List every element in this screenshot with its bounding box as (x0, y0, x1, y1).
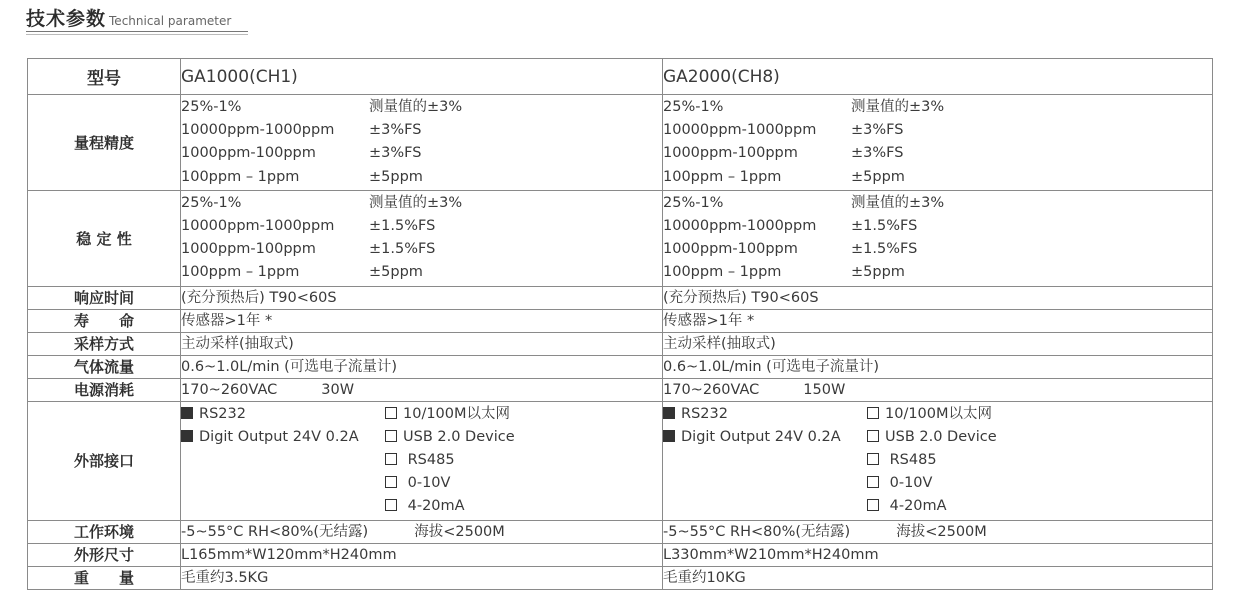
model-name: GA2000(CH8) (663, 59, 1213, 95)
accuracy-value: ±1.5%FS (369, 218, 436, 235)
interface-option (181, 426, 385, 449)
accuracy-value: ±5ppm (369, 168, 423, 185)
interface-label: 10/100M以太网 (403, 405, 511, 422)
interface-cell (663, 401, 1213, 520)
accuracy-value: ±1.5%FS (369, 241, 436, 258)
weight-value: 毛重约10KG (663, 566, 1213, 589)
label-response: 响应时间 (28, 286, 181, 309)
range-label: 1000ppm-100ppm (663, 241, 798, 258)
accuracy-value: ±5ppm (851, 264, 905, 281)
range-cell (181, 95, 663, 191)
checked-box-icon (181, 407, 193, 419)
accuracy-value: ±3%FS (369, 145, 422, 162)
dimensions-value: L330mm*W210mm*H240mm (663, 543, 1213, 566)
header-underline (26, 31, 248, 32)
row-interface (28, 401, 1213, 520)
power-cell (663, 378, 1213, 401)
interface-option (385, 426, 662, 449)
unchecked-box-icon (867, 430, 879, 442)
interface-label: RS485 (885, 452, 937, 469)
range-label: 100ppm – 1ppm (181, 168, 300, 185)
range-label: 10000ppm-1000ppm (663, 122, 817, 139)
interface-label: Digit Output 24V 0.2A (199, 428, 359, 445)
row-dimensions (28, 543, 1213, 566)
label-sampling: 采样方式 (28, 332, 181, 355)
range-label: 1000ppm-100ppm (663, 145, 798, 162)
unchecked-box-icon (385, 499, 397, 511)
unchecked-box-icon (867, 407, 879, 419)
label-power: 电源消耗 (28, 378, 181, 401)
interface-label: 4-20mA (885, 498, 947, 515)
flow-value: 0.6~1.0L/min (可选电子流量计) (181, 355, 663, 378)
range-label: 25%-1% (663, 99, 724, 115)
row-flow (28, 355, 1213, 378)
section-subtitle: Technical parameter (109, 14, 232, 28)
interface-cell (181, 401, 663, 520)
interface-option (663, 426, 867, 449)
env-altitude: 海拔<2500M (414, 523, 505, 540)
range-label: 10000ppm-1000ppm (181, 122, 335, 139)
power-watts: 30W (321, 381, 355, 398)
accuracy-value: ±1.5%FS (851, 241, 918, 258)
unchecked-box-icon (385, 407, 397, 419)
unchecked-box-icon (385, 453, 397, 465)
row-stability (28, 190, 1213, 286)
interface-label: RS485 (403, 452, 455, 469)
spec-table (27, 58, 1213, 590)
power-voltage: 170~260VAC (181, 381, 278, 398)
power-watts: 150W (803, 381, 846, 398)
interface-label: 0-10V (403, 475, 451, 492)
section-title: 技术参数 (26, 8, 107, 30)
row-environment (28, 520, 1213, 543)
interface-option (663, 472, 867, 495)
range-label: 10000ppm-1000ppm (181, 218, 335, 235)
unchecked-box-icon (385, 430, 397, 442)
range-label: 100ppm – 1ppm (663, 264, 782, 281)
life-value: 传感器>1年 * (181, 309, 663, 332)
env-temp: -5~55°C RH<80%(无结露) (181, 523, 369, 540)
row-response (28, 286, 1213, 309)
row-power (28, 378, 1213, 401)
label-range: 量程精度 (28, 95, 181, 191)
life-value: 传感器>1年 * (663, 309, 1213, 332)
environment-cell (663, 520, 1213, 543)
label-environment: 工作环境 (28, 520, 181, 543)
interface-option (867, 449, 1212, 472)
accuracy-value: 测量值的±3% (369, 99, 463, 115)
interface-option (867, 426, 1212, 449)
checked-box-icon (663, 430, 675, 442)
range-label: 25%-1% (181, 99, 242, 115)
unchecked-box-icon (867, 476, 879, 488)
interface-option (181, 472, 385, 495)
label-stability: 稳 定 性 (28, 190, 181, 286)
interface-option (663, 449, 867, 472)
interface-label: RS232 (199, 405, 246, 422)
accuracy-value: ±5ppm (369, 264, 423, 281)
sampling-value: 主动采样(抽取式) (181, 332, 663, 355)
header-underline-secondary (26, 34, 248, 35)
label-dimensions: 外形尺寸 (28, 543, 181, 566)
checked-box-icon (181, 430, 193, 442)
range-label: 1000ppm-100ppm (181, 145, 316, 162)
response-value: (充分预热后) T90<60S (663, 286, 1213, 309)
interface-option (867, 403, 1212, 426)
env-altitude: 海拔<2500M (896, 523, 987, 540)
interface-label: USB 2.0 Device (403, 428, 515, 445)
range-cell (663, 95, 1213, 191)
section-header (26, 4, 231, 31)
interface-label: 0-10V (885, 475, 933, 492)
interface-option (385, 495, 662, 518)
interface-label: 4-20mA (403, 498, 465, 515)
flow-value: 0.6~1.0L/min (可选电子流量计) (663, 355, 1213, 378)
stability-cell (663, 190, 1213, 286)
label-flow: 气体流量 (28, 355, 181, 378)
interface-label: Digit Output 24V 0.2A (681, 428, 841, 445)
interface-option (385, 472, 662, 495)
label-interface: 外部接口 (28, 401, 181, 520)
range-label: 100ppm – 1ppm (181, 264, 300, 281)
interface-label: 10/100M以太网 (885, 405, 993, 422)
unchecked-box-icon (867, 453, 879, 465)
interface-label: RS232 (681, 405, 728, 422)
accuracy-value: ±5ppm (851, 168, 905, 185)
row-range (28, 95, 1213, 191)
accuracy-value: 测量值的±3% (851, 99, 945, 115)
accuracy-value: ±3%FS (369, 122, 422, 139)
accuracy-value: 测量值的±3% (369, 194, 463, 211)
row-model (28, 59, 1213, 95)
environment-cell (181, 520, 663, 543)
row-weight (28, 566, 1213, 589)
sampling-value: 主动采样(抽取式) (663, 332, 1213, 355)
checked-box-icon (663, 407, 675, 419)
label-weight: 重 量 (28, 566, 181, 589)
interface-option (867, 495, 1212, 518)
response-value: (充分预热后) T90<60S (181, 286, 663, 309)
unchecked-box-icon (385, 476, 397, 488)
accuracy-value: ±1.5%FS (851, 218, 918, 235)
interface-option (181, 495, 385, 518)
interface-option (181, 449, 385, 472)
label-model: 型号 (28, 59, 181, 95)
interface-option (663, 495, 867, 518)
interface-option (385, 449, 662, 472)
interface-option (385, 403, 662, 426)
dimensions-value: L165mm*W120mm*H240mm (181, 543, 663, 566)
stability-cell (181, 190, 663, 286)
interface-option (181, 403, 385, 426)
range-label: 25%-1% (181, 194, 242, 211)
accuracy-value: ±3%FS (851, 122, 904, 139)
range-label: 100ppm – 1ppm (663, 168, 782, 185)
interface-option (663, 403, 867, 426)
power-cell (181, 378, 663, 401)
interface-option (867, 472, 1212, 495)
label-life: 寿 命 (28, 309, 181, 332)
accuracy-value: ±3%FS (851, 145, 904, 162)
range-label: 1000ppm-100ppm (181, 241, 316, 258)
model-name: GA1000(CH1) (181, 59, 663, 95)
range-label: 10000ppm-1000ppm (663, 218, 817, 235)
row-sampling (28, 332, 1213, 355)
unchecked-box-icon (867, 499, 879, 511)
row-life (28, 309, 1213, 332)
weight-value: 毛重约3.5KG (181, 566, 663, 589)
env-temp: -5~55°C RH<80%(无结露) (663, 523, 851, 540)
accuracy-value: 测量值的±3% (851, 194, 945, 211)
power-voltage: 170~260VAC (663, 381, 760, 398)
range-label: 25%-1% (663, 194, 724, 211)
interface-label: USB 2.0 Device (885, 428, 997, 445)
